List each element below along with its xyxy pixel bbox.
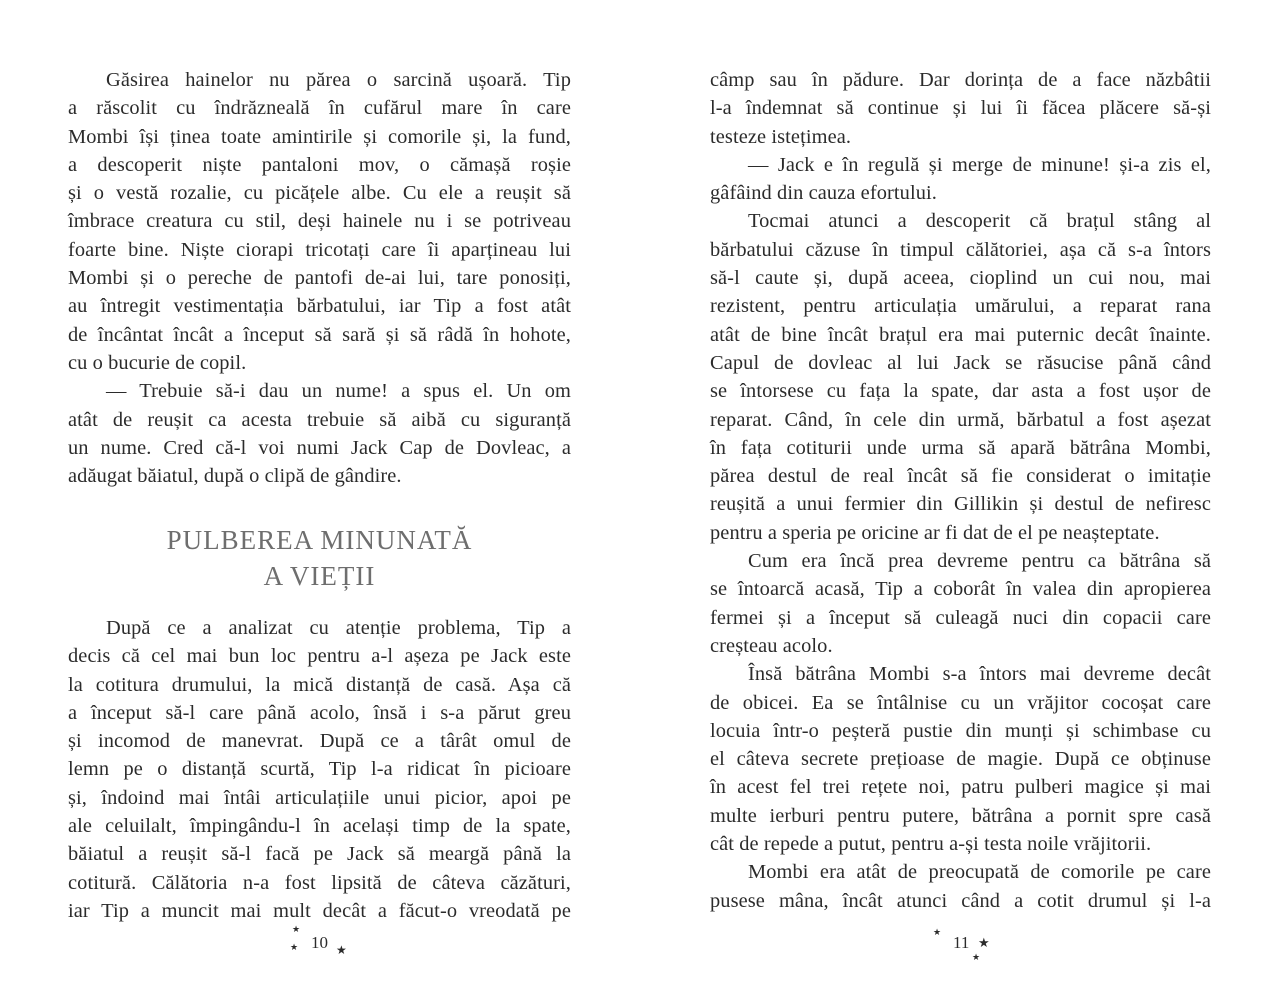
text-line: și incomod de manevrat. După ce a târât omul de [68, 730, 571, 753]
text-line: locuia într-o peșteră pustie din munți și schimbase cu [710, 719, 1211, 742]
text-line: fermei și a început să culeagă nuci din copacii care [710, 606, 1211, 629]
text-line: bărbatului căzuse în timpul călătoriei, așa că s-a întors [710, 238, 1211, 261]
star-icon: ★ [972, 953, 981, 963]
chapter-heading-line-2: A VIEȚII [263, 561, 376, 591]
text-line: cotitură. Călătoria n-a fost lipsită de câteva căzături, [68, 871, 571, 894]
text-line: un nume. Cred că-l voi numi Jack Cap de Dovleac, a [68, 436, 571, 459]
text-line: pentru a speria pe oricine ar fi dat de el pe neașteptate. [710, 521, 1160, 544]
text-line: foarte bine. Niște ciorapi tricotați care îi aparțineau lui [68, 238, 571, 261]
text-line: ale celuilalt, împingându-l în același timp de la spate, [68, 815, 571, 838]
text-line: câmp sau în pădure. Dar dorința de a face năzbâtii [710, 69, 1211, 91]
text-line: atât de reușit ca acesta trebuie să aibă cu siguranță [68, 408, 571, 431]
text-line: îmbrace creatura cu stil, deși hainele nu i se potriveau [68, 210, 571, 233]
text-line: în fața cotiturii unde urma să apară bătrâna Mombi, [710, 436, 1211, 459]
text-line: la cotitura drumului, la mică distanță de casă. Așa că [68, 673, 571, 696]
text-line: Cum era încă prea devreme pentru ca bătrâna să [748, 550, 1211, 573]
text-line: decis că cel mai bun loc pentru a-l așeza pe Jack este [68, 645, 571, 668]
text-line: și, îndoind mai întâi articulațiile unui picior, apoi pe [68, 786, 571, 809]
star-icon: ★ [978, 936, 990, 951]
text-line: Găsirea hainelor nu părea o sarcină ușoară. Tip [106, 69, 571, 91]
text-line: în acest fel trei rețete noi, patru pulberi magice și mai [710, 776, 1211, 799]
text-line: lemn pe o distanță scurtă, Tip l-a ridicat în picioare [68, 758, 571, 781]
chapter-heading-line-1: PULBEREA MINUNATĂ [166, 525, 473, 555]
left-text-block-2 [68, 614, 571, 925]
text-line: atât de bine încât brațul era mai puternic decât înainte. [710, 323, 1211, 346]
text-line: pusese mâna, încât atunci când a cotit drumul și l-a [710, 889, 1211, 912]
text-line: adăugat băiatul, după o clipă de gândire. [68, 465, 402, 488]
text-line: reparat. Când, în cele din urmă, bărbatul a fost așezat [710, 408, 1211, 431]
page-number: 11 [953, 933, 970, 952]
text-line: cât de repede a putut, pentru a-și testa noile vrăjitorii. [710, 833, 1152, 856]
text-line: se întorsese cu fața la spate, dar asta a fost ușor de [710, 380, 1211, 403]
text-line: el câteva secrete prețioase de magie. După ce obținuse [710, 748, 1211, 771]
text-line: părea destul de real încât să fie considerat o imitație [710, 465, 1211, 488]
text-line: Însă bătrâna Mombi s-a întors mai devreme decât [748, 663, 1211, 686]
text-line: a răscolit cu îndrăzneală în cufărul mare în care [68, 97, 571, 120]
text-line: a început să-l care până acolo, însă i s-a părut greu [68, 701, 571, 724]
text-line: l-a îndemnat să continue și lui îi făcea plăcere să-și [710, 97, 1211, 120]
text-line: de încântat încât a început să sară și să râdă în hohote, [68, 323, 571, 346]
text-line: să-l caute și, după aceea, cioplind un cui nou, mai [710, 267, 1211, 290]
text-line: se întoarcă acasă, Tip a coborât în valea din apropierea [710, 578, 1211, 601]
text-line: și o vestă rozalie, cu picățele albe. Cu ele a reușit să [68, 182, 571, 205]
text-line: au întregit vestimentația bărbatului, iar Tip a fost atât [68, 295, 571, 318]
text-line: Capul de dovleac al lui Jack se răsucise până când [710, 351, 1211, 374]
text-line: Mombi și o pereche de pantofi de-ai lui, tare ponosiți, [68, 267, 571, 290]
star-icon: ★ [336, 943, 347, 957]
right-page [640, 0, 1280, 984]
star-icon: ★ [292, 925, 301, 935]
text-line: După ce a analizat cu atenție problema, Tip a [106, 617, 571, 639]
text-line: testeze istețimea. [710, 125, 852, 148]
text-line: cu o bucurie de copil. [68, 351, 247, 374]
text-line: — Jack e în regulă și merge de minune! și-a zis el, [748, 153, 1211, 176]
text-line: Tocmai atunci a descoperit că brațul stâng al [748, 210, 1211, 233]
page-number: 10 [311, 933, 328, 952]
text-line: rezistent, pentru articulația umărului, a reparat rana [710, 295, 1211, 318]
text-line: reușită a unui fermier din Gillikin și destul de nefiresc [710, 493, 1211, 516]
star-icon: ★ [290, 943, 299, 953]
text-line: de obicei. Ea se întâlnise cu un vrăjitor cocoșat care [710, 691, 1211, 714]
text-line: a descoperit niște pantaloni mov, o cămașă roșie [68, 153, 571, 176]
star-icon: ★ [933, 928, 942, 938]
right-text-block [710, 66, 1211, 915]
text-line: multe ierburi pentru putere, bătrâna a pornit spre casă [710, 804, 1211, 827]
text-line: creșteau acolo. [710, 634, 833, 657]
text-line: băiatul a reușit să-l facă pe Jack să meargă până la [68, 843, 571, 866]
left-text-block-1 [68, 66, 571, 490]
text-line: Mombi era atât de preocupată de comorile pe care [748, 861, 1211, 884]
text-line: iar Tip a muncit mai mult decât a făcut-o vreodată pe [68, 899, 571, 922]
text-line: — Trebuie să-i dau un nume! a spus el. Un om [106, 380, 571, 403]
text-line: Mombi își ținea toate amintirile și comorile și, la fund, [68, 125, 571, 148]
chapter-heading [68, 522, 571, 594]
text-line: gâfâind din cauza efortului. [710, 182, 937, 205]
